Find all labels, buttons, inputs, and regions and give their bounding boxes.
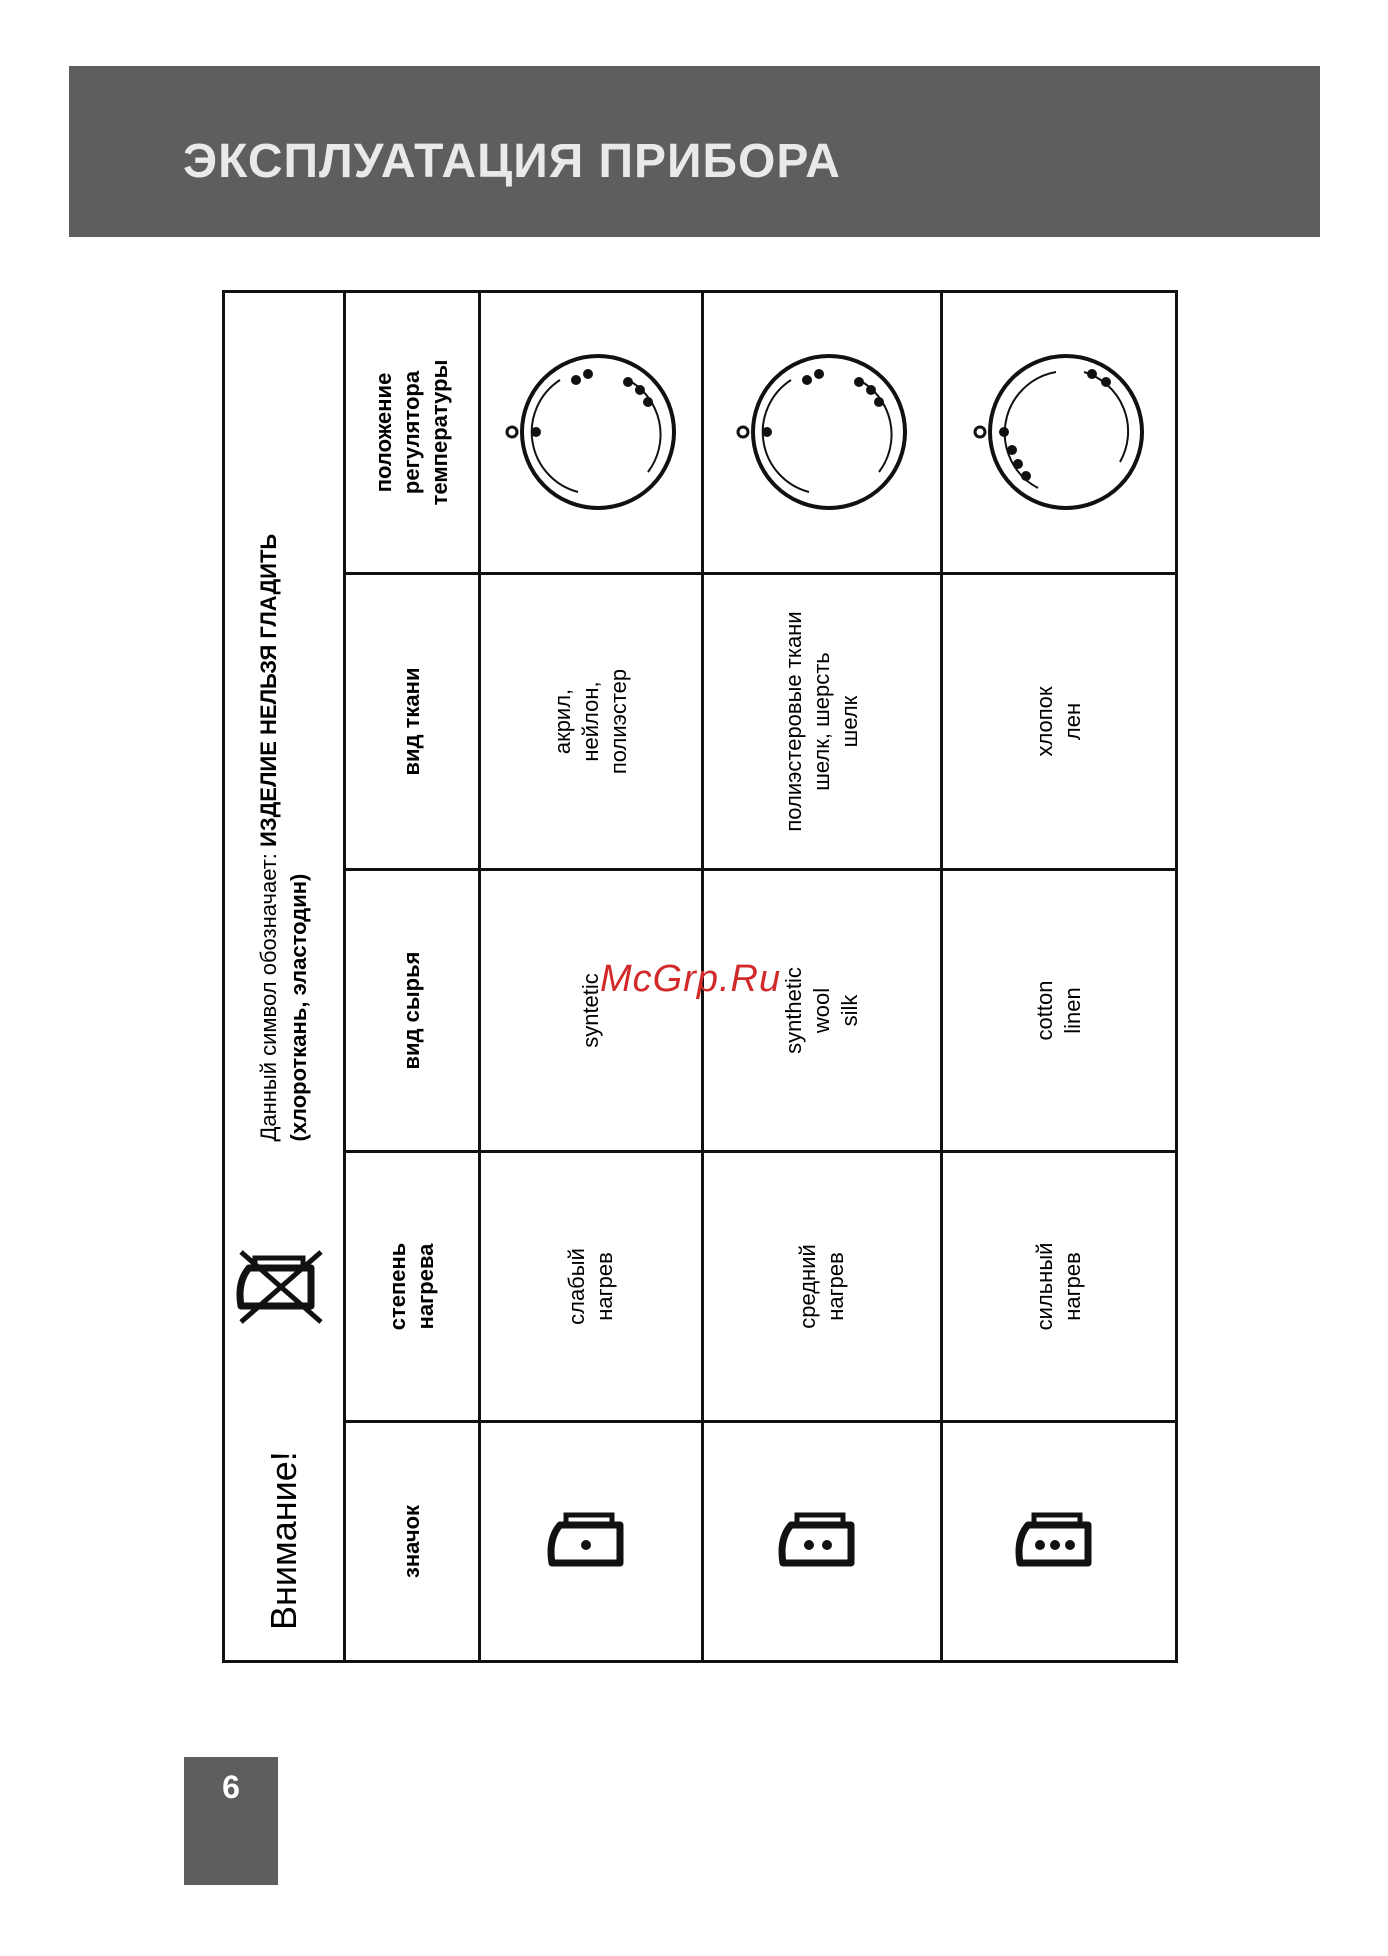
heat-cell — [480, 1152, 703, 1422]
iron-icon — [771, 1502, 867, 1582]
col-header-dial-line2: регулятора — [399, 370, 424, 495]
iron-icon — [1008, 1502, 1104, 1582]
fabric-cell — [942, 574, 1177, 870]
temperature-dial-icon — [729, 332, 909, 532]
header-bar — [69, 66, 1320, 237]
fabric-line: нейлон, — [578, 681, 603, 762]
col-header-heat — [345, 1152, 480, 1422]
material-cell — [703, 870, 942, 1152]
col-header-dial-line1: положение — [371, 372, 396, 493]
material-line: syntetic — [578, 973, 603, 1048]
material-line: synthetic — [781, 967, 806, 1054]
iron-icon — [540, 1502, 636, 1582]
fabric-cell — [480, 574, 703, 870]
heat-line2: нагрев — [1060, 1252, 1085, 1321]
note-text — [224, 291, 345, 1151]
col-header-heat-line2: нагрева — [413, 1243, 438, 1330]
heat-line1: сильный — [1032, 1242, 1057, 1331]
heat-cell — [703, 1152, 942, 1422]
fabric-line: хлопок — [1032, 686, 1057, 757]
heat-line2: нагрев — [592, 1252, 617, 1321]
col-header-icon: значок — [345, 1422, 480, 1662]
material-line: cotton — [1032, 980, 1057, 1041]
heat-line1: слабый — [564, 1248, 589, 1325]
col-header-dial-line3: температуры — [427, 359, 452, 506]
iron-icon-cell — [942, 1422, 1177, 1662]
material-line: silk — [837, 994, 862, 1027]
page-number-box — [184, 1757, 278, 1885]
watermark: McGrp.Ru — [600, 958, 782, 1000]
page-number: 6 — [222, 1769, 240, 1805]
no-iron-symbol-cell — [224, 1152, 345, 1422]
fabric-line: полиэстеровые ткани — [781, 611, 806, 832]
col-header-heat-line1: степень — [385, 1242, 410, 1331]
material-cell — [942, 870, 1177, 1152]
temperature-dial-icon — [966, 332, 1146, 532]
table-row — [942, 291, 1177, 1661]
col-header-material: вид сырья — [345, 870, 480, 1152]
material-line: wool — [809, 987, 834, 1034]
material-line: linen — [1060, 987, 1085, 1034]
col-header-fabric: вид ткани — [345, 574, 480, 870]
iron-icon-cell — [703, 1422, 942, 1662]
dial-cell — [480, 291, 703, 573]
dial-cell — [942, 291, 1177, 573]
page-title: ЭКСПЛУАТАЦИЯ ПРИБОРА — [183, 135, 841, 188]
fabric-line: лен — [1060, 702, 1085, 741]
fabric-cell — [703, 574, 942, 870]
fabric-line: шелк — [837, 695, 862, 748]
temperature-dial-icon — [498, 332, 678, 532]
heat-line1: средний — [795, 1244, 820, 1329]
attention-label: Внимание! — [224, 1422, 345, 1662]
header-row — [345, 291, 480, 1661]
heat-cell — [942, 1152, 1177, 1422]
fabric-line: акрил, — [550, 688, 575, 755]
fabric-line: полиэстер — [606, 668, 631, 775]
iron-icon-cell — [480, 1422, 703, 1662]
fabric-line: шелк, шерсть — [809, 652, 834, 791]
dial-cell — [703, 291, 942, 573]
note-line2: (хлороткань, эластодин) — [286, 873, 311, 1142]
note-prefix: Данный символ обозначает: — [256, 846, 281, 1142]
material-cell — [480, 870, 703, 1152]
note-strong: ИЗДЕЛИЕ НЕЛЬЗЯ ГЛАДИТЬ — [256, 533, 281, 847]
no-iron-icon — [227, 1247, 337, 1327]
col-header-dial — [345, 291, 480, 573]
heat-line2: нагрев — [823, 1252, 848, 1321]
table-title-row — [224, 291, 345, 1661]
